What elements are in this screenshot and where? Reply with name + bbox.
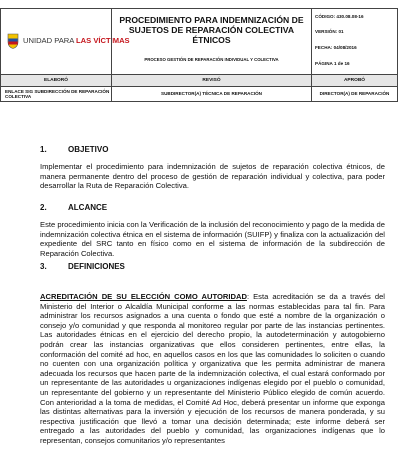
colombia-shield-icon (7, 33, 19, 49)
aprobo-value: DIRECTOR(A) DE REPARACIÓN (319, 91, 390, 96)
document-version: VERSIÓN: 01 (315, 29, 344, 34)
metadata-cell (311, 8, 398, 75)
document-title: PROCEDIMIENTO PARA INDEMNIZACIÓN DE SUJETOS DE REPARACIÓN COLECTIVA ÉTNICOS (119, 15, 304, 45)
definition-term: ACREDITACIÓN DE SU ELECCIÓN COMO AUTORIDAD (40, 292, 247, 301)
process-subtitle: PROCESO GESTIÓN DE REPARACIÓN INDIVIDUAL Y COLECTIVA (144, 57, 279, 62)
section-title: ALCANCE (68, 203, 108, 212)
reviso-value-cell (111, 86, 312, 102)
logo-cell (0, 8, 130, 75)
section-objetivo-text: Implementar el procedimiento para indemnización de sujetos de reparación colectiva étnicos, de manera permanente dentro del proceso de gestión de reparación individual y colectiva, para poder desarrollar la Ruta de Reparación Colectiva. (40, 162, 385, 191)
document-date: FECHA: 04/08/2016 (315, 45, 357, 50)
aprobo-value-cell (311, 86, 398, 102)
section-alcance-text: Este procedimiento inicia con la Verificación de la inclusión del reconocimiento y pago de la medida de indemnización colectiva étnica en el sistema de información (SUIFP) y finaliza con la actualización del expediente del SRC tanto en físico como en el sistema de información de la subdirección de Reparación Colectiva. (40, 220, 385, 258)
section-number: 3. (40, 262, 47, 271)
section-number: 2. (40, 203, 47, 212)
document-code: CÓDIGO: 430.08.08-16 (315, 14, 364, 19)
logo-text-prefix: UNIDAD PARA (23, 36, 74, 45)
reviso-label: REVISÓ (202, 78, 221, 83)
reviso-value: SUBDIRECTOR(A) TÉCNICA DE REPARACIÓN (161, 91, 262, 96)
elaboro-label: ELABORÓ (44, 78, 68, 83)
page-number: PÁGINA 1 de 16 (315, 61, 350, 66)
section-title: OBJETIVO (68, 145, 109, 154)
definition-paragraph (40, 292, 385, 446)
definition-text: : Esta acreditación se da a través del Ministerio del Interior o Alcaldía Municipal conforme a las normas establecidas para tal fin. Para administrar los recursos asignados a una cuenta o fondo que esté a nombre de la organización o consejo y/o comunidad y que responda al monitoreo regular por parte de las instancias pertinentes. Las autoridades étnicas en el ejercicio del derecho propio, la autodeterminación y autogobierno podrán crear las instancias organizativas que ellos consideren pertinentes, entre ellas, la conformación del comité ad hoc, en aquellos casos en los que las comunidades lo soliciten o cuando no cuenten con una organización política y organizativa que les permita administrar de manera adecuada los recursos que hacen parte de la indemnización colectiva, el cual estará conformado por un representante de las autoridades u organizaciones indígenas elegido por el pueblo o comunidad, un representante del gobierno y un representante del Ministerio Público elegido de común acuerdo. Con anterioridad a la toma de medidas, el Comité Ad Hoc, deberá presentar un informe que exponga las distintas alternativas para la inversión y ejecución de los recursos de manera ponderada, y su respectiva justificación que llevó a tomar una decisión determinada; este informe deberá ser entregado a las autoridades del pueblo y comunidad, las organizaciones indígenas que lo representan, consejos comunitarios y/o representantes (40, 292, 385, 445)
section-objetivo-heading (40, 145, 108, 154)
elaboro-value-cell (0, 86, 112, 102)
title-cell (111, 8, 312, 75)
section-alcance-heading (40, 203, 107, 212)
agency-logo (7, 31, 130, 53)
elaboro-value: ENLACE SIG SUBDIRECCIÓN DE REPARACIÓN COLECTIVA (5, 89, 110, 99)
section-number: 1. (40, 145, 47, 154)
section-title: DEFINICIONES (68, 262, 125, 271)
aprobo-label: APROBÓ (343, 78, 366, 83)
section-definiciones-heading (40, 262, 125, 271)
logo-text-brand: LAS VÍCTIMAS (76, 36, 130, 45)
document-header-table (0, 8, 398, 116)
